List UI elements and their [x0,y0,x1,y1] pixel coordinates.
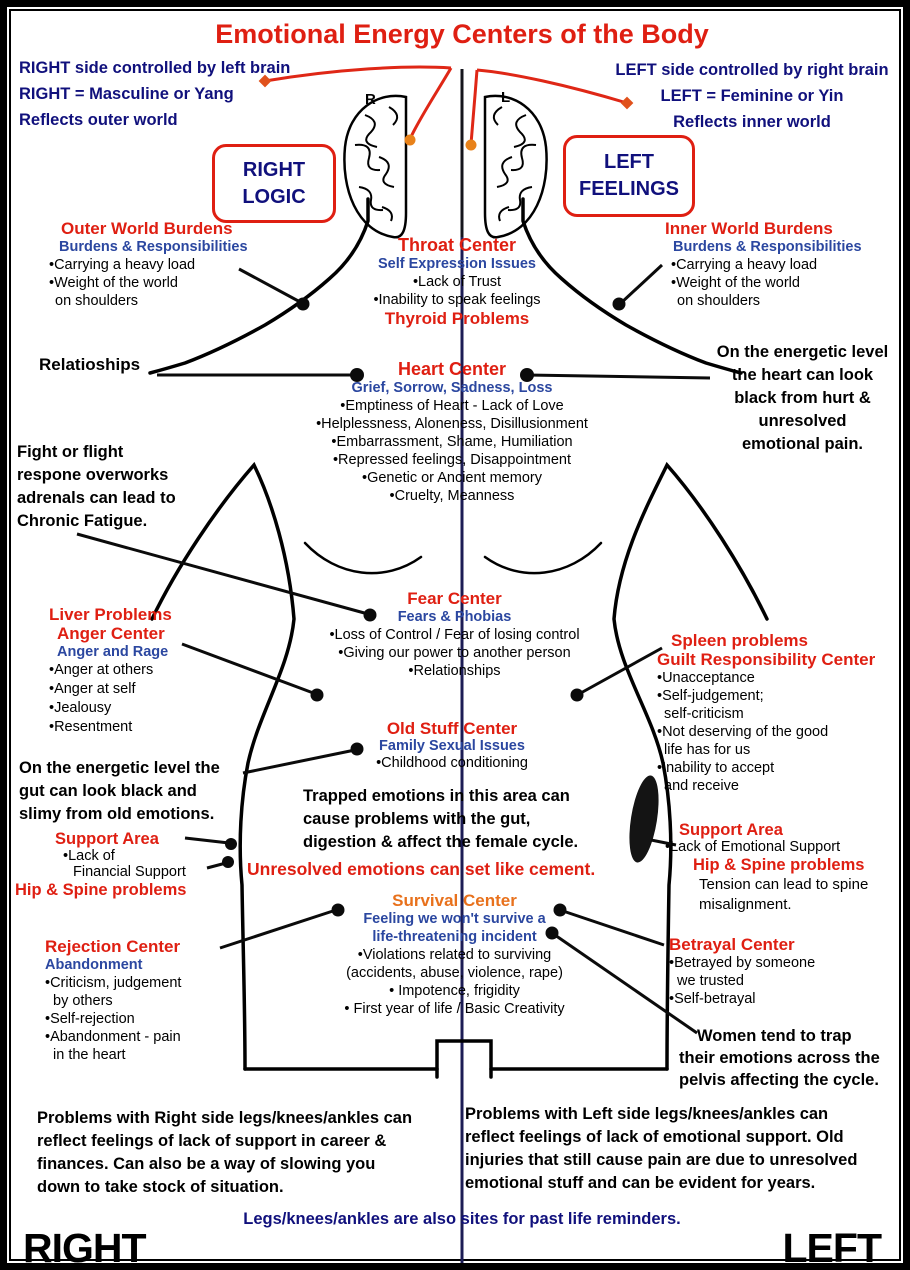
brain-connector-lines [265,67,627,144]
anger-line: •Resentment [49,719,133,735]
trapped-note-line: cause problems with the gut, [303,810,531,828]
rejection-line: •Abandonment - pain [45,1029,181,1045]
hip-spine-right-title: Hip & Spine problems [693,856,865,874]
trapped-note-line: digestion & affect the female cycle. [303,833,579,851]
trapped-emotions-note [303,785,578,854]
brain-energy-dot-right [405,135,416,146]
survival-subtitle-line: Feeling we won't survive a [363,911,546,927]
support-area-right-block [665,821,868,915]
left-legs-line: Problems with Left side legs/knees/ankles can [465,1105,829,1123]
heart-subtitle: Grief, Sorrow, Sadness, Loss [351,380,553,396]
heart-title: Heart Center [397,359,507,379]
cement-note: Unresolved emotions can set like cement. [247,859,596,879]
right-logic-box [212,144,336,223]
page-title: Emotional Energy Centers of the Body [215,19,709,49]
betrayal-line: we trusted [677,973,744,989]
women-note-line: Women tend to trap [697,1027,852,1045]
outer-world-burdens-block [49,219,248,310]
guilt-line: •Self-judgement; [657,688,764,704]
guilt-line: •Unacceptance [657,670,755,686]
support-right-line: •Lack of Emotional Support [665,839,841,855]
left-legs-line: reflect feelings of lack of emotional support. Old [465,1128,844,1146]
left-feelings-box [563,135,695,217]
top-right-line: LEFT side controlled by right brain [615,61,889,79]
heart-center-block [287,359,617,505]
heart-line: •Emptiness of Heart - Lack of Love [340,398,564,414]
guilt-line: self-criticism [664,706,744,722]
outer-world-line: •Weight of the world [49,275,178,291]
women-note-line: pelvis affecting the cycle. [679,1071,879,1089]
old-stuff-subtitle: Family Sexual Issues [379,738,525,754]
heart-note-line: On the energetic level [716,343,889,361]
support-left-line: •Lack of [63,848,115,864]
anger-subtitle: Anger and Rage [57,644,169,660]
inner-world-burdens-block [665,219,862,310]
rejection-line: by others [53,993,113,1009]
heart-line: •Genetic or Ancient memory [362,470,542,486]
women-note-line: their emotions across the [679,1049,880,1067]
top-right-legend [602,57,902,135]
outer-world-line: on shoulders [55,293,139,309]
left-legs-line: injuries that still cause pain are due to unresolved [465,1151,858,1169]
women-pelvis-note [679,1025,880,1091]
support-right-note-line: misalignment. [699,896,792,913]
heart-note-line: unresolved [758,412,847,430]
gut-note-line: gut can look black and [19,782,197,800]
support-right-title: Support Area [679,821,783,839]
top-left-line: RIGHT = Masculine or Yang [19,85,234,103]
heart-note-line: emotional pain. [741,435,863,453]
throat-line: •Lack of Trust [412,274,502,290]
brain-energy-dot-left [466,140,477,151]
throat-title: Throat Center [397,235,516,255]
spleen-guilt-block [657,631,875,795]
betrayal-title: Betrayal Center [669,935,795,954]
outer-world-line: •Carrying a heavy load [49,257,196,273]
inner-world-line: •Weight of the world [671,275,800,291]
survival-line: • First year of life / Basic Creativity [344,1001,565,1017]
left-feelings-line: LEFT [604,151,654,173]
fear-title: Fear Center [407,589,502,608]
rejection-line: •Self-rejection [45,1011,135,1027]
heart-note-line: the heart can look [731,366,874,384]
betrayal-line: •Self-betrayal [669,991,756,1007]
support-left-title: Support Area [55,830,159,848]
throat-subtitle: Self Expression Issues [378,256,536,272]
trapped-note-line: Trapped emotions in this area can [303,787,570,805]
anger-line: •Anger at others [49,662,154,678]
footer-right-label: RIGHT [23,1225,146,1270]
fight-flight-note [17,441,176,533]
brain-illustration [344,96,546,237]
support-left-line: Financial Support [73,864,186,880]
right-legs-line: down to take stock of situation. [37,1178,284,1196]
right-legs-line: finances. Can also be a way of slowing you [37,1155,376,1173]
throat-line: •Inability to speak feelings [373,292,541,308]
survival-subtitle-line: life-threatening incident [372,929,537,945]
footer-left-label: LEFT [782,1225,881,1270]
inner-world-subtitle: Burdens & Responsibilities [673,239,862,255]
inner-world-line: on shoulders [677,293,761,309]
survival-title: Survival Center [392,891,517,910]
outer-world-title: Outer World Burdens [61,219,233,238]
rejection-title: Rejection Center [45,937,181,956]
support-right-note-line: Tension can lead to spine [699,876,869,893]
fight-note-line: respone overworks [17,466,169,484]
top-left-line: RIGHT side controlled by left brain [19,59,291,77]
inner-world-title: Inner World Burdens [665,219,833,238]
guilt-title: Guilt Responsibility Center [657,650,876,669]
support-area-left-block [15,831,186,900]
fight-note-line: Chronic Fatigue. [17,512,148,530]
survival-center-block [297,891,612,1018]
rejection-line: in the heart [53,1047,126,1063]
survival-line: • Impotence, frigidity [389,983,520,999]
top-right-line: Reflects inner world [673,113,831,131]
right-logic-line: RIGHT [242,158,306,181]
heart-line: •Embarrassment, Shame, Humiliation [331,434,573,450]
rejection-center-block [45,937,181,1064]
past-life-note: Legs/knees/ankles are also sites for past life reminders. [243,1210,681,1228]
brain-label-right: R [365,91,376,108]
left-legs-note [465,1103,857,1195]
guilt-line: •Inability to accept [657,760,775,776]
fear-line: •Giving our power to another person [338,645,571,661]
heart-note-line: black from hurt & [734,389,871,407]
fight-note-line: adrenals can lead to [17,489,176,507]
survival-line: (accidents, abuse, violence, rape) [346,965,563,981]
guilt-line: life has for us [664,742,751,758]
anger-line: •Jealousy [49,700,112,716]
fight-note-line: Fight or flight [17,443,124,461]
right-logic-line: LOGIC [242,185,306,208]
liver-anger-block [49,605,172,737]
outer-world-subtitle: Burdens & Responsibilities [59,239,248,255]
hip-spine-left-title: Hip & Spine problems [15,881,187,899]
old-stuff-block [317,719,587,772]
gut-note-line: On the energetic level the [19,759,220,777]
betrayal-line: •Betrayed by someone [669,955,816,971]
relationships-label: Relatioships [39,355,141,374]
betrayal-center-block [669,935,815,1008]
rejection-subtitle: Abandonment [45,957,143,973]
old-stuff-line: •Childhood conditioning [376,755,528,771]
spleen-title: Spleen problems [671,631,808,650]
fear-center-block [297,589,612,680]
left-feelings-line: FEELINGS [578,178,679,200]
right-legs-line: reflect feelings of lack of support in career & [37,1132,387,1150]
right-legs-note [37,1107,412,1199]
heart-energetic-note [700,341,905,456]
rejection-line: •Criticism, judgement [45,975,182,991]
anger-title: Anger Center [57,624,165,643]
top-right-line: LEFT = Feminine or Yin [660,87,844,105]
heart-line: •Cruelty, Meanness [389,488,515,504]
inner-world-line: •Carrying a heavy load [671,257,818,273]
left-legs-line: emotional stuff and can be evident for years. [465,1174,816,1192]
throat-footer: Thyroid Problems [384,309,530,328]
gut-note-line: slimy from old emotions. [19,805,215,823]
heart-line: •Helplessness, Aloneness, Disillusionment [316,416,588,432]
top-left-legend [19,55,290,133]
fear-subtitle: Fears & Phobias [397,609,512,625]
fear-line: •Relationships [408,663,501,679]
gut-energetic-note [19,757,220,826]
throat-center-block [327,235,587,328]
liver-title: Liver Problems [49,605,172,624]
top-left-line: Reflects outer world [19,111,178,129]
anger-line: •Anger at self [49,681,136,697]
brain-label-left: L [501,89,511,106]
guilt-line: and receive [664,778,739,794]
fear-line: •Loss of Control / Fear of losing control [329,627,580,643]
survival-line: •Violations related to surviving [357,947,552,963]
old-stuff-title: Old Stuff Center [386,719,518,738]
guilt-line: •Not deserving of the good [657,724,829,740]
right-legs-line: Problems with Right side legs/knees/ankles can [37,1109,413,1127]
heart-line: •Repressed feelings, Disappointment [332,452,571,468]
